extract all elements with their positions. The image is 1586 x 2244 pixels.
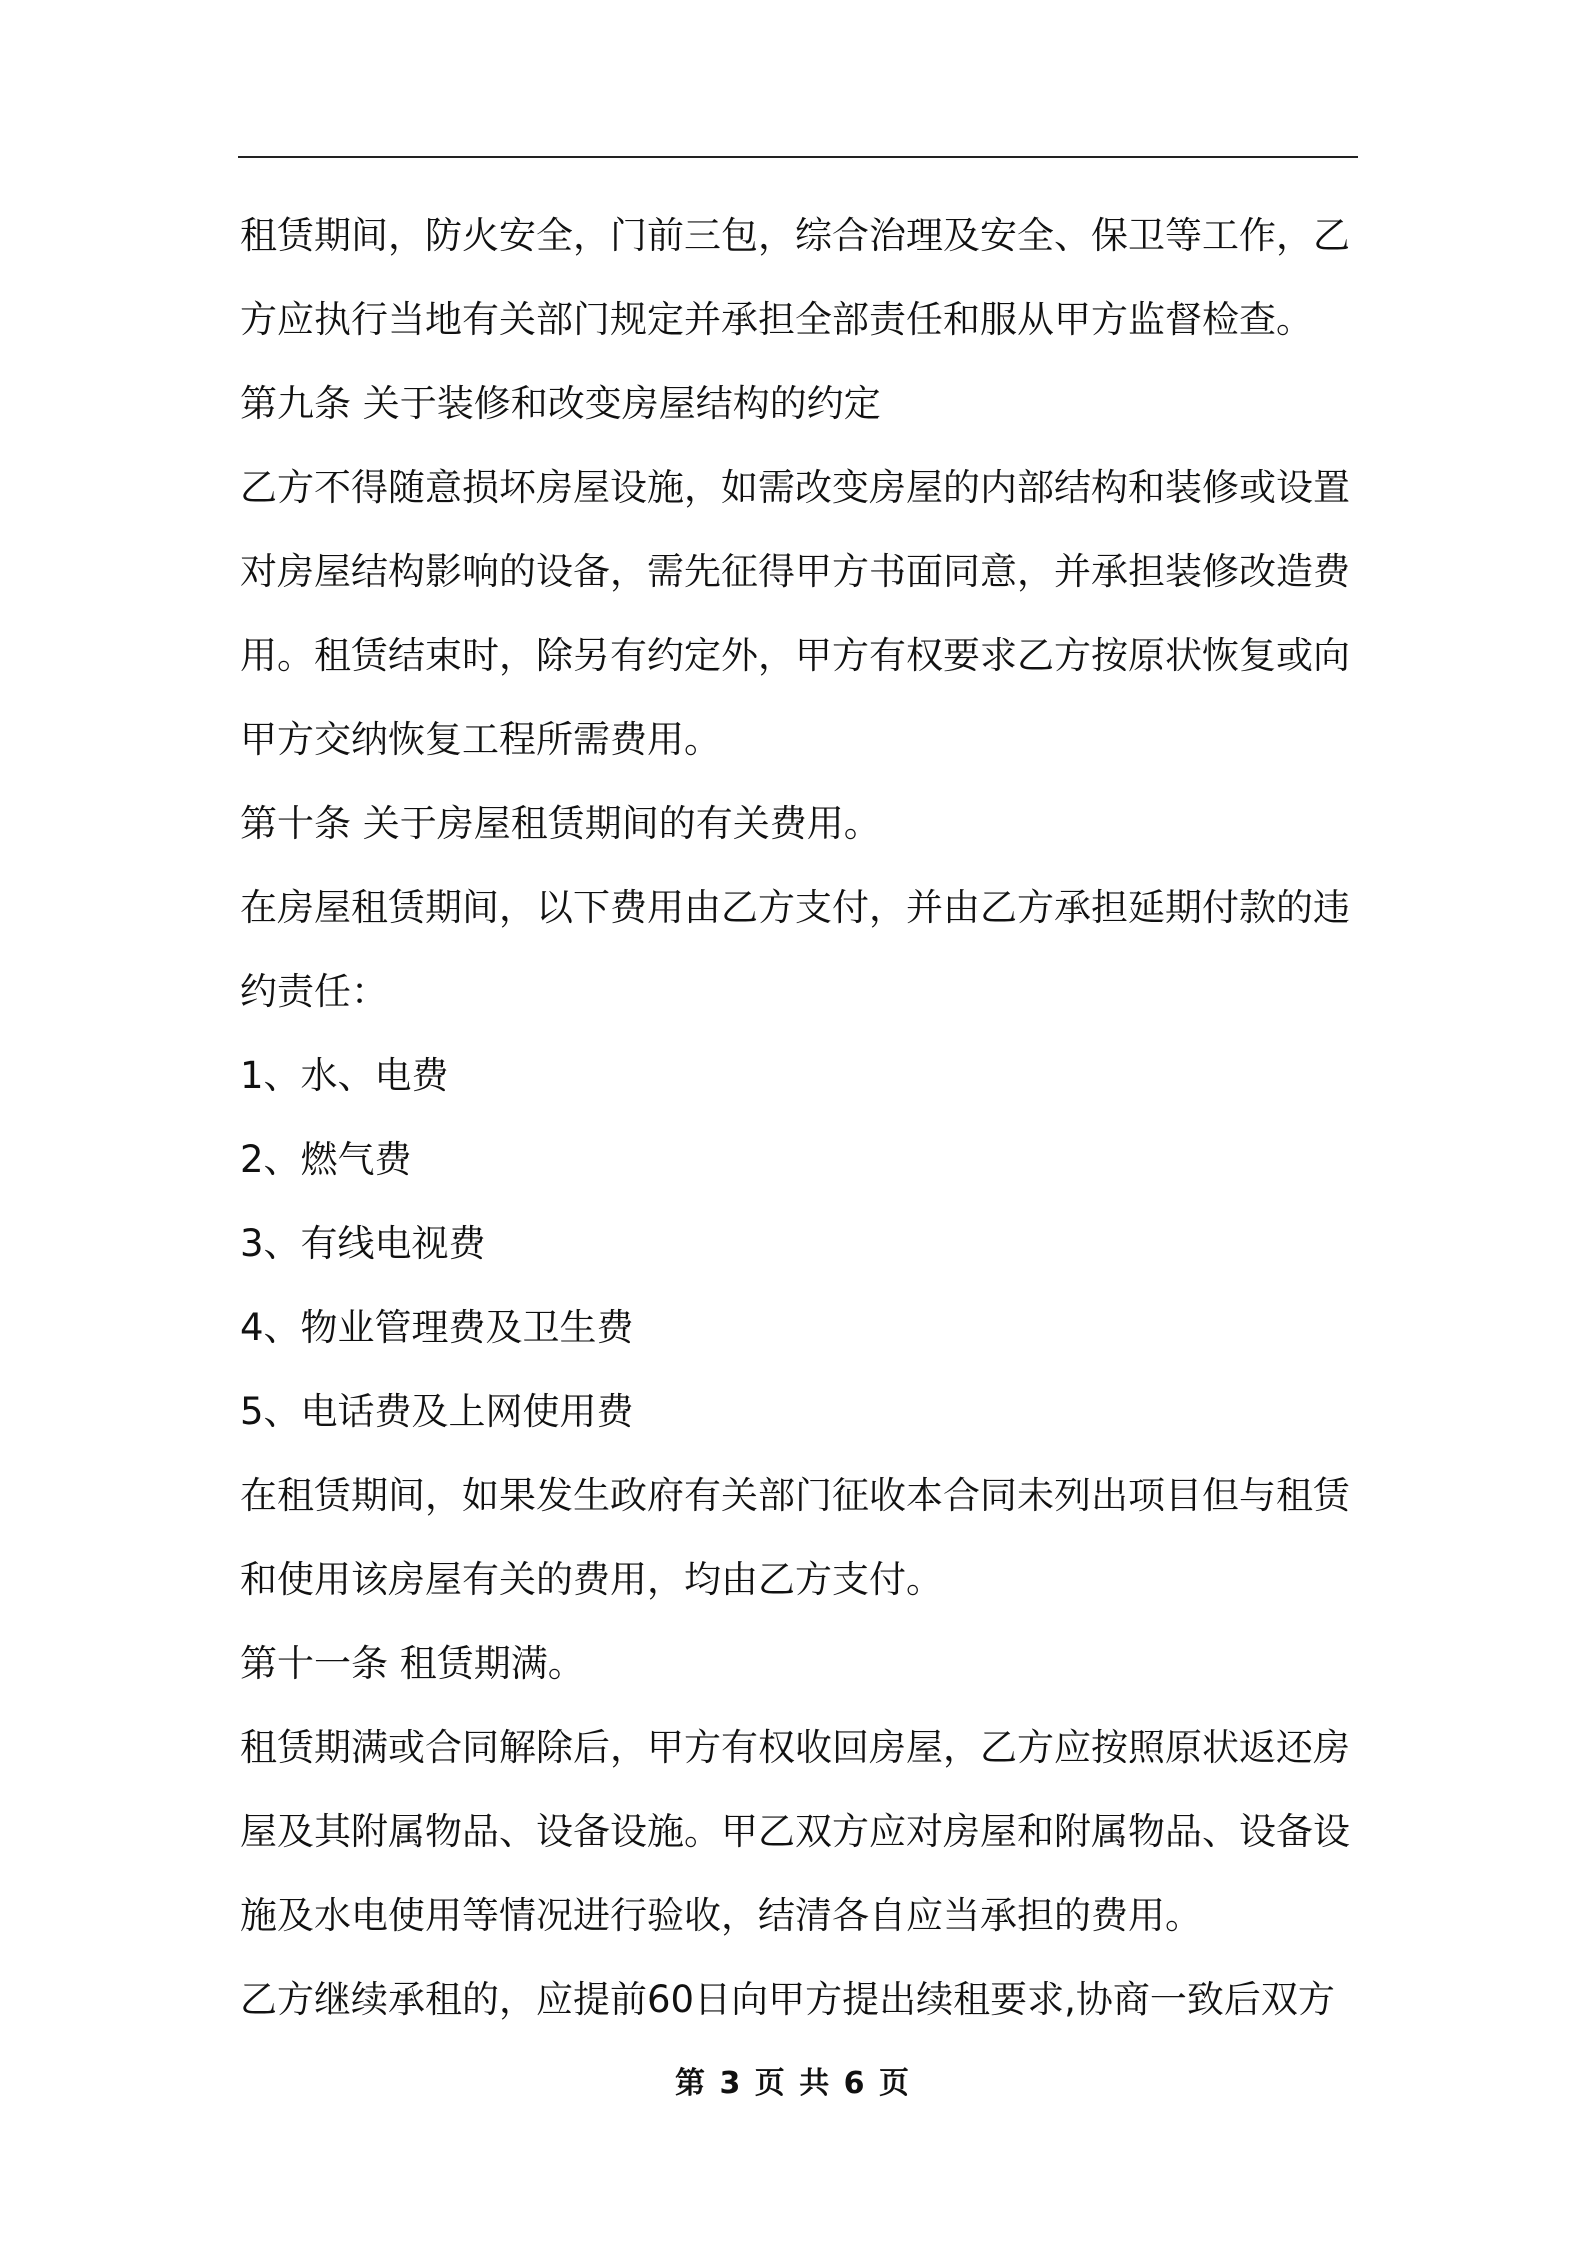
text-line: 租赁期满或合同解除后，甲方有权收回房屋，乙方应按照原状返还房 [240, 1726, 1350, 1769]
header-divider [238, 156, 1358, 158]
list-item: 1、水、电费 [240, 1054, 449, 1097]
text-line: 约责任： [240, 970, 388, 1013]
text-line: 方应执行当地有关部门规定并承担全部责任和服从甲方监督检查。 [240, 298, 1313, 341]
text-line: 甲方交纳恢复工程所需费用。 [240, 718, 721, 761]
text-line: 对房屋结构影响的设备，需先征得甲方书面同意，并承担装修改造费 [240, 550, 1350, 593]
page-number-footer: 第 3 页 共 6 页 [675, 2066, 911, 2101]
article-heading: 第十条 关于房屋租赁期间的有关费用。 [240, 802, 881, 845]
article-heading: 第十一条 租赁期满。 [240, 1642, 585, 1685]
text-line: 乙方不得随意损坏房屋设施，如需改变房屋的内部结构和装修或设置 [240, 466, 1350, 509]
text-line: 和使用该房屋有关的费用，均由乙方支付。 [240, 1558, 943, 1601]
text-line: 屋及其附属物品、设备设施。甲乙双方应对房屋和附属物品、设备设 [240, 1810, 1350, 1853]
article-heading: 第九条 关于装修和改变房屋结构的约定 [240, 382, 881, 425]
text-line: 乙方继续承租的，应提前60日向甲方提出续租要求,协商一致后双方 [240, 1978, 1335, 2021]
list-item: 2、燃气费 [240, 1138, 412, 1181]
text-line: 在房屋租赁期间，以下费用由乙方支付，并由乙方承担延期付款的违 [240, 886, 1350, 929]
list-item: 5、电话费及上网使用费 [240, 1390, 634, 1433]
list-item: 4、物业管理费及卫生费 [240, 1306, 634, 1349]
text-line: 施及水电使用等情况进行验收，结清各自应当承担的费用。 [240, 1894, 1202, 1937]
text-line: 用。租赁结束时，除另有约定外，甲方有权要求乙方按原状恢复或向 [240, 634, 1350, 677]
list-item: 3、有线电视费 [240, 1222, 486, 1265]
document-body [240, 194, 1370, 2042]
text-line: 在租赁期间，如果发生政府有关部门征收本合同未列出项目但与租赁 [240, 1474, 1350, 1517]
text-line: 租赁期间，防火安全，门前三包，综合治理及安全、保卫等工作，乙 [240, 214, 1350, 257]
